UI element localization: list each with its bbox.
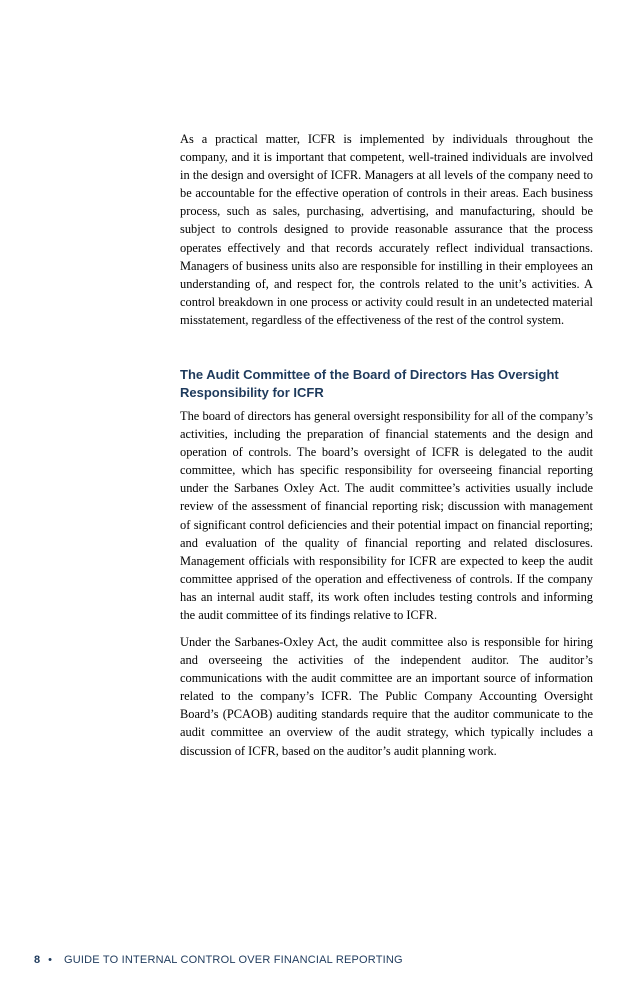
footer-bullet: •	[48, 954, 52, 966]
body-paragraph-3: Under the Sarbanes-Oxley Act, the audit committee also is responsible for hiring and overseeing the activities of the independent auditor. The auditor’s communications with the audit committee are an important source of information related to the company’s ICFR. The Public Company Accounting Oversight Board’s (PCAOB) auditing standards require that the auditor communicate to the audit committee an overview of the audit strategy, which typically includes a discussion of ICFR, based on the auditor’s audit planning work.	[180, 635, 593, 758]
page-number: 8	[34, 954, 41, 966]
body-paragraph-1: As a practical matter, ICFR is implemented by individuals throughout the company, and it is important that competent, well-trained individuals are involved in the design and oversight of ICFR. Managers at all levels of the company need to be accountable for the effective operation of controls in their areas. Each business process, such as sales, purchasing, advertising, and manufacturing, should be subject to controls designed to provide reasonable assurance that the process operates effectively and that records accurately reflect individual transactions. Managers of business units also are responsible for instilling in their employees an understanding of, and respect for, the controls related to the unit’s activities. A control breakdown in one process or activity could result in an undetected material misstatement, regardless of the effectiveness of the rest of the control system.	[180, 132, 593, 327]
footer-title: GUIDE TO INTERNAL CONTROL OVER FINANCIAL REPORTING	[63, 954, 403, 966]
body-paragraph-2: The board of directors has general oversight responsibility for all of the company’s activities, including the preparation of financial statements and the design and operation of controls. The board’s oversight of ICFR is delegated to the audit committee, which has specific responsibility for overseeing financial reporting under the Sarbanes Oxley Act. The audit committee’s activities usually include review of the assessment of financial reporting risk; discussion with management of significant control deficiencies and their potential impact on financial reporting; and evaluation of the quality of financial reporting and related disclosures. Management officials with responsibility for ICFR are expected to keep the audit committee apprised of the operation and effectiveness of controls. If the company has an internal audit staff, its work often includes testing controls and informing the audit committee of its findings relative to ICFR.	[180, 409, 593, 623]
page-footer	[34, 953, 403, 967]
section-heading: The Audit Committee of the Board of Directors Has Oversight Responsibility for ICFR	[180, 367, 559, 400]
